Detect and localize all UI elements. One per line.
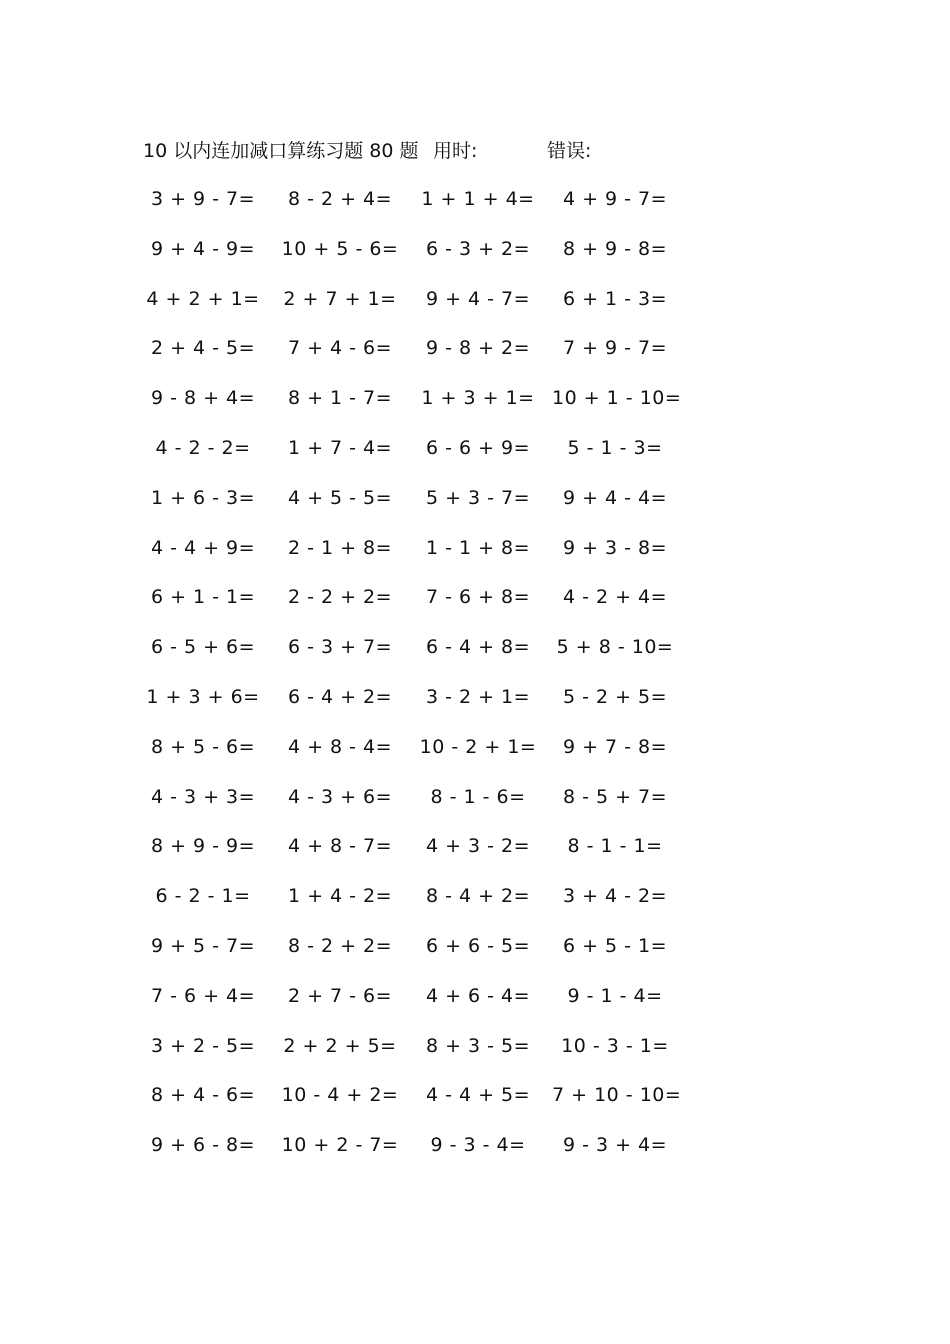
math-problem: 6 - 3 + 2=	[425, 237, 531, 260]
math-problem: 1 + 7 - 4=	[287, 436, 393, 459]
problem-row	[0, 634, 950, 684]
math-problem: 8 + 5 - 6=	[150, 735, 256, 758]
math-problem: 2 + 7 + 1=	[283, 287, 397, 310]
problem-row	[0, 485, 950, 535]
math-problem: 9 + 7 - 8=	[562, 735, 668, 758]
math-problem: 4 - 2 - 2=	[155, 436, 251, 459]
math-problem: 10 + 1 - 10=	[552, 387, 682, 410]
math-problem: 4 + 8 - 7=	[287, 835, 393, 858]
math-problem: 6 + 1 - 3=	[562, 287, 668, 310]
math-problem: 6 + 5 - 1=	[562, 934, 668, 957]
math-problem: 4 + 2 + 1=	[146, 287, 260, 310]
problem-row	[0, 584, 950, 634]
math-problem: 6 - 3 + 7=	[287, 636, 393, 659]
math-problem: 7 + 10 - 10=	[552, 1084, 682, 1107]
problem-row	[0, 933, 950, 983]
math-problem: 10 - 3 - 1=	[561, 1034, 669, 1057]
math-problem: 6 - 2 - 1=	[155, 885, 251, 908]
math-problem: 6 - 5 + 6=	[150, 636, 256, 659]
math-problem: 9 + 5 - 7=	[150, 934, 256, 957]
math-problem: 8 - 1 - 1=	[567, 835, 663, 858]
math-problem: 8 + 9 - 9=	[150, 835, 256, 858]
math-problem: 8 + 9 - 8=	[562, 237, 668, 260]
problem-row	[0, 385, 950, 435]
math-problem: 7 + 9 - 7=	[562, 337, 668, 360]
math-problem: 4 - 4 + 9=	[150, 536, 256, 559]
math-problem: 3 + 2 - 5=	[150, 1034, 256, 1057]
math-problem: 9 + 3 - 8=	[562, 536, 668, 559]
problem-row	[0, 784, 950, 834]
math-problem: 4 - 2 + 4=	[562, 586, 668, 609]
worksheet-title: 10 以内连加减口算练习题 80 题	[143, 140, 419, 162]
math-problem: 8 - 1 - 6=	[430, 785, 526, 808]
math-problem: 10 + 5 - 6=	[281, 237, 399, 260]
problem-row	[0, 236, 950, 286]
problem-row	[0, 335, 950, 385]
math-problem: 7 - 6 + 4=	[150, 984, 256, 1007]
math-problem: 9 + 4 - 9=	[150, 237, 256, 260]
math-problem: 5 - 2 + 5=	[562, 685, 668, 708]
math-problem: 1 - 1 + 8=	[425, 536, 531, 559]
math-problem: 9 + 6 - 8=	[150, 1134, 256, 1157]
math-problem: 9 - 1 - 4=	[567, 984, 663, 1007]
math-problem: 4 + 3 - 2=	[425, 835, 531, 858]
math-problem: 9 + 4 - 4=	[562, 486, 668, 509]
math-problem: 3 + 9 - 7=	[150, 188, 256, 210]
math-problem: 2 + 4 - 5=	[150, 337, 256, 360]
math-problem: 8 - 2 + 2=	[287, 934, 393, 957]
math-problem: 8 - 2 + 4=	[287, 188, 393, 210]
problem-row	[0, 983, 950, 1033]
math-problem: 7 - 6 + 8=	[425, 586, 531, 609]
math-problem: 1 + 3 + 6=	[146, 685, 260, 708]
math-problem: 9 - 3 - 4=	[430, 1134, 526, 1157]
math-problem: 8 + 4 - 6=	[150, 1084, 256, 1107]
math-problem: 4 - 4 + 5=	[425, 1084, 531, 1107]
math-problem: 2 - 1 + 8=	[287, 536, 393, 559]
math-problem: 10 - 4 + 2=	[281, 1084, 399, 1107]
problem-row	[0, 1082, 950, 1132]
math-problem: 2 + 2 + 5=	[283, 1034, 397, 1057]
math-problem: 4 + 8 - 4=	[287, 735, 393, 758]
math-problem: 8 - 4 + 2=	[425, 885, 531, 908]
problem-row	[0, 186, 950, 236]
math-problem: 3 + 4 - 2=	[562, 885, 668, 908]
math-problem: 10 - 2 + 1=	[419, 735, 537, 758]
math-problem: 2 + 7 - 6=	[287, 984, 393, 1007]
math-problem: 6 + 1 - 1=	[150, 586, 256, 609]
math-problem: 4 + 6 - 4=	[425, 984, 531, 1007]
problem-row	[0, 435, 950, 485]
math-problem: 3 - 2 + 1=	[425, 685, 531, 708]
problem-row	[0, 883, 950, 933]
math-problem: 8 + 3 - 5=	[425, 1034, 531, 1057]
math-problem: 5 + 3 - 7=	[425, 486, 531, 509]
math-problem: 4 + 9 - 7=	[562, 188, 668, 210]
math-problem: 5 + 8 - 10=	[556, 636, 674, 659]
math-problem: 9 - 3 + 4=	[562, 1134, 668, 1157]
math-problem: 2 - 2 + 2=	[287, 586, 393, 609]
math-problem: 1 + 6 - 3=	[150, 486, 256, 509]
math-problem: 10 + 2 - 7=	[281, 1134, 399, 1157]
problem-row	[0, 286, 950, 336]
math-problem: 5 - 1 - 3=	[567, 436, 663, 459]
math-problem: 4 + 5 - 5=	[287, 486, 393, 509]
problem-row	[0, 833, 950, 883]
math-problem: 4 - 3 + 6=	[287, 785, 393, 808]
math-problem: 9 + 4 - 7=	[425, 287, 531, 310]
math-problem: 8 + 1 - 7=	[287, 387, 393, 410]
math-problem: 1 + 4 - 2=	[287, 885, 393, 908]
math-problem: 8 - 5 + 7=	[562, 785, 668, 808]
math-problem: 9 - 8 + 2=	[425, 337, 531, 360]
math-problem: 6 + 6 - 5=	[425, 934, 531, 957]
math-problem: 6 - 4 + 8=	[425, 636, 531, 659]
math-problem: 4 - 3 + 3=	[150, 785, 256, 808]
time-label: 用时:	[433, 140, 478, 162]
problem-row	[0, 1132, 950, 1182]
math-problem: 1 + 1 + 4=	[421, 188, 535, 210]
problem-grid	[0, 186, 950, 1182]
math-problem: 1 + 3 + 1=	[421, 387, 535, 410]
math-problem: 9 - 8 + 4=	[150, 387, 256, 410]
math-problem: 7 + 4 - 6=	[287, 337, 393, 360]
problem-row	[0, 1033, 950, 1083]
problem-row	[0, 684, 950, 734]
math-problem: 6 - 6 + 9=	[425, 436, 531, 459]
math-problem: 6 - 4 + 2=	[287, 685, 393, 708]
problem-row	[0, 734, 950, 784]
errors-label: 错误:	[547, 140, 592, 162]
problem-row	[0, 535, 950, 585]
